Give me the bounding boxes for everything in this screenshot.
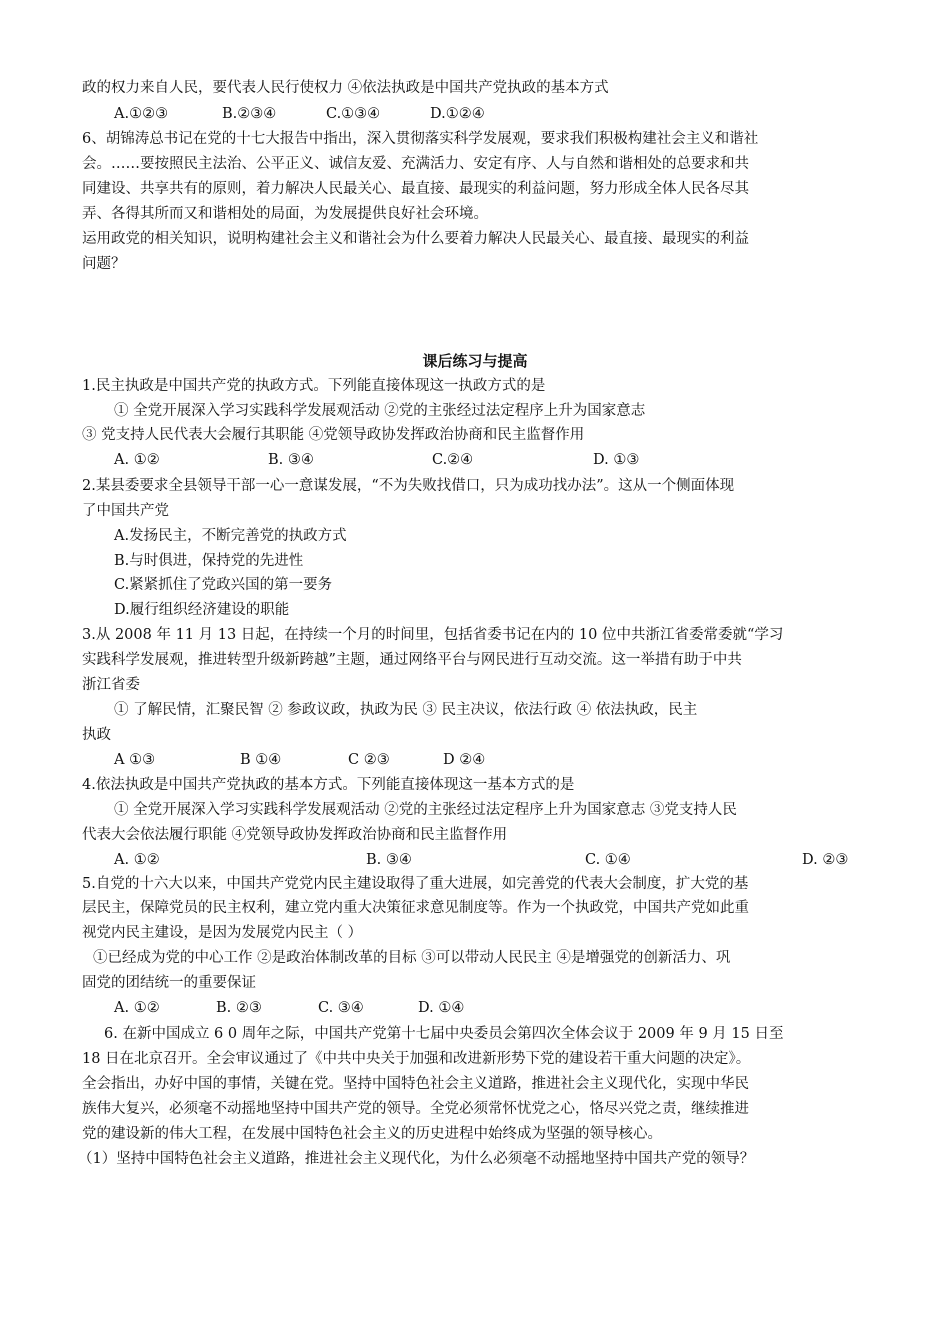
q1-stem: 1.民主执政是中国共产党的执政方式。下列能直接体现这一执政方式的是 <box>82 378 546 394</box>
q4-items-line: ① 全党开展深入学习实践科学发展观活动 ②党的主张经过法定程序上升为国家意志 ③党支持人民 <box>114 802 737 818</box>
q1-option-b: B. ③④ <box>268 452 314 468</box>
q5-items-line: ①已经成为党的中心工作 ②是政治体制改革的目标 ③可以带动人民民主 ④是增强党的创新活力、巩 <box>93 950 731 966</box>
q6-sub-question-1: （1）坚持中国特色社会主义道路，推进社会主义现代化，为什么必须毫不动摇地坚持中国共产党的领导？ <box>78 1151 755 1167</box>
q3-items-line: ① 了解民情，汇聚民智 ② 参政议政，执政为民 ③ 民主决议，依法行政 ④ 依法执政，民主 <box>114 702 698 718</box>
q3-option-c: C ②③ <box>348 752 390 768</box>
q3-option-d: D ②④ <box>443 752 486 768</box>
q5-option-d: D. ①④ <box>418 1000 465 1016</box>
q6-text-line: 18 日在北京召开。全会审议通过了《中共中央关于加强和改进新形势下党的建设若干重大问题的决定》。 <box>82 1051 751 1067</box>
q6-text-line: 同建设、共享共有的原则，着力解决人民最关心、最直接、最现实的利益问题，努力形成全体人民各尽其 <box>82 181 749 197</box>
q6-text-line: 问题？ <box>82 256 126 272</box>
q2-option-d: D.履行组织经济建设的职能 <box>114 602 290 618</box>
q5-option-c: C.①③④ <box>326 106 381 122</box>
q5-option-b: B.②③④ <box>222 106 277 122</box>
q1-option-c: C.②④ <box>432 452 474 468</box>
q1-items-line: ① 全党开展深入学习实践科学发展观活动 ②党的主张经过法定程序上升为国家意志 <box>114 403 646 419</box>
q6-text-line: 党的建设新的伟大工程，在发展中国特色社会主义的历史进程中始终成为坚强的领导核心。 <box>82 1126 662 1142</box>
q1-items-line: ③ 党支持人民代表大会履行其职能 ④党领导政协发挥政治协商和民主监督作用 <box>82 427 585 443</box>
section-title: 课后练习与提高 <box>422 352 528 370</box>
q4-option-d: D. ②③ <box>802 852 849 868</box>
q1-option-d: D. ①③ <box>593 452 640 468</box>
q3-items-line: 执政 <box>82 727 111 743</box>
q5-option-a: A.①②③ <box>114 106 169 122</box>
q3-stem: 实践科学发展观，推进转型升级新跨越”主题，通过网络平台与网民进行互动交流。这一举措有助于中共 <box>82 652 742 668</box>
q2-option-a: A.发扬民主，不断完善党的执政方式 <box>114 528 347 544</box>
q6-text-line: 族伟大复兴，必须毫不动摇地坚持中国共产党的领导。全党必须常怀忧党之心，恪尽兴党之责，继续推进 <box>82 1101 749 1117</box>
q5-option-a: A. ①② <box>114 1000 160 1016</box>
q3-stem: 浙江省委 <box>82 677 140 693</box>
q6-text-line: 会。……要按照民主法治、公平正义、诚信友爱、充满活力、安定有序、人与自然和谐相处的总要求和共 <box>82 156 749 172</box>
q5-stem: 视党内民主建设，是因为发展党内民主（ ） <box>82 925 363 941</box>
q5-stem: 层民主，保障党员的民主权利，建立党内重大决策征求意见制度等。作为一个执政党，中国共产党如此重 <box>82 900 749 916</box>
q4-stem: 4.依法执政是中国共产党执政的基本方式。下列能直接体现这一基本方式的是 <box>82 777 575 793</box>
q4-option-c: C. ①④ <box>585 852 631 868</box>
q2-option-b: B.与时俱进，保持党的先进性 <box>114 553 304 569</box>
q3-stem: 3.从 2008 年 11 月 13 日起，在持续一个月的时间里，包括省委书记在内的 10 位中共浙江省委常委就“学习 <box>82 627 784 643</box>
q2-stem: 了中国共产党 <box>82 503 169 519</box>
q5-option-c: C. ③④ <box>318 1000 364 1016</box>
q4-option-a: A. ①② <box>114 852 160 868</box>
q6-text-line: 弄、各得其所而又和谐相处的局面，为发展提供良好社会环境。 <box>82 206 488 222</box>
q6-text-line: 全会指出，办好中国的事情，关键在党。坚持中国特色社会主义道路，推进社会主义现代化，实现中华民 <box>82 1076 749 1092</box>
q6-text-line: 运用政党的相关知识，说明构建社会主义和谐社会为什么要着力解决人民最关心、最直接、最现实的利益 <box>82 231 749 247</box>
q5-stem-tail: 政的权力来自人民，要代表人民行使权力 ④依法执政是中国共产党执政的基本方式 <box>82 80 609 96</box>
q6-text-line: 6、胡锦涛总书记在党的十七大报告中指出，深入贯彻落实科学发展观，要求我们积极构建社会主义和谐社 <box>82 131 759 147</box>
q4-items-line: 代表大会依法履行职能 ④党领导政协发挥政治协商和民主监督作用 <box>82 827 508 843</box>
q3-option-b: B ①④ <box>240 752 282 768</box>
q3-option-a: A ①③ <box>114 752 156 768</box>
q2-stem: 2.某县委要求全县领导干部一心一意谋发展，“不为失败找借口，只为成功找办法”。这从一个侧面体现 <box>82 478 735 494</box>
q5-items-line: 固党的团结统一的重要保证 <box>82 975 256 991</box>
q4-option-b: B. ③④ <box>366 852 412 868</box>
q2-option-c: C.紧紧抓住了党政兴国的第一要务 <box>114 577 333 593</box>
q6-text-line: 6. 在新中国成立 6 0 周年之际，中国共产党第十七届中央委员会第四次全体会议于 2009 年 9 月 15 日至 <box>104 1026 784 1042</box>
q5-option-b: B. ②③ <box>216 1000 262 1016</box>
q5-stem: 5.自党的十六大以来，中国共产党党内民主建设取得了重大进展，如完善党的代表大会制度，扩大党的基 <box>82 876 749 892</box>
q1-option-a: A. ①② <box>114 452 160 468</box>
q5-option-d: D.①②④ <box>430 106 485 122</box>
